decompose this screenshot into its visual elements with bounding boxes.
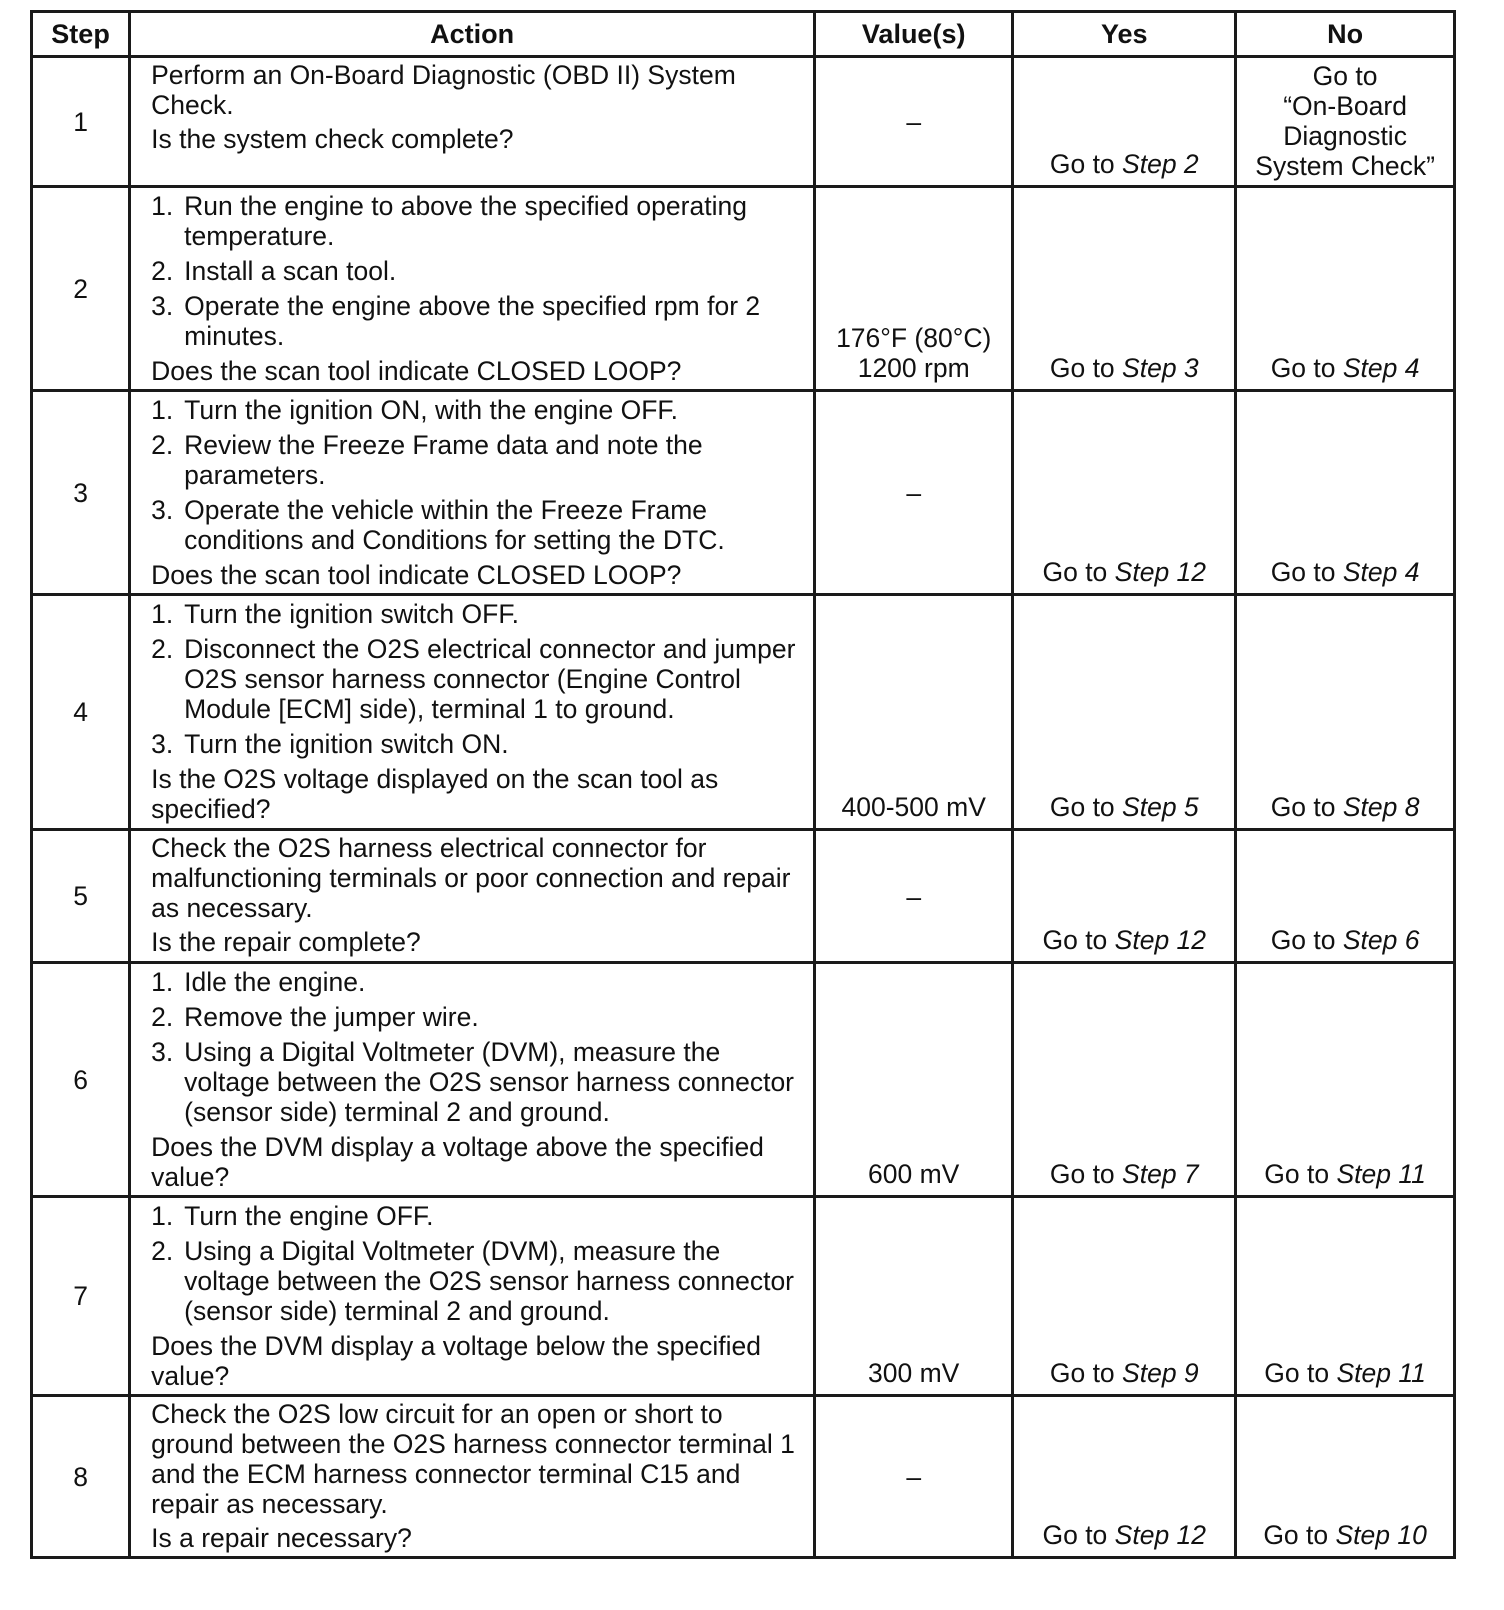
action-step-text: Install a scan tool.	[184, 256, 397, 286]
action-cell	[130, 1197, 815, 1396]
no-cell	[1236, 57, 1455, 187]
action-step-number: 1.	[151, 395, 174, 425]
action-step-number: 2.	[151, 634, 174, 664]
step-number: 7	[32, 1197, 130, 1396]
action-steps-list	[151, 967, 799, 1127]
yes-goto-prefix: Go to	[1049, 149, 1123, 179]
yes-cell	[1013, 57, 1236, 187]
no-goto-line[interactable]: “On-Board	[1283, 91, 1407, 121]
action-step-item	[151, 395, 799, 425]
action-cell	[130, 1396, 815, 1558]
action-step-number: 2.	[151, 430, 174, 460]
no-goto-prefix: Go to	[1270, 925, 1343, 955]
yes-goto-link[interactable]	[1050, 149, 1199, 179]
value-cell	[815, 57, 1013, 187]
action-step-text: Review the Freeze Frame data and note the parameters.	[184, 430, 703, 490]
value-text: 400-500 mV	[841, 792, 986, 822]
value-cell	[815, 1396, 1013, 1558]
value-text: 300 mV	[868, 1358, 960, 1388]
action-cell	[130, 57, 815, 187]
yes-goto-step: Step 12	[1114, 1520, 1207, 1550]
no-goto-link[interactable]	[1271, 925, 1420, 955]
no-cell	[1236, 830, 1455, 963]
action-step-item	[151, 1201, 799, 1231]
action-question: Does the scan tool indicate CLOSED LOOP?	[151, 560, 682, 590]
value-cell	[815, 187, 1013, 391]
yes-goto-step: Step 5	[1122, 792, 1199, 822]
action-step-item	[151, 599, 799, 629]
action-step-number: 2.	[151, 1002, 174, 1032]
no-goto-link[interactable]	[1271, 353, 1420, 383]
value-text: 600 mV	[868, 1159, 960, 1189]
yes-goto-prefix: Go to	[1049, 353, 1123, 383]
step-number: 5	[32, 830, 130, 963]
action-question: Does the DVM display a voltage below the specified value?	[151, 1331, 761, 1391]
no-goto-step: Step 8	[1342, 792, 1420, 822]
action-lead-text: Check the O2S harness electrical connector for malfunctioning terminals or poor connection and repair as necessary.	[151, 833, 791, 923]
action-step-number: 2.	[151, 1236, 174, 1266]
action-step-item	[151, 256, 799, 286]
table-row	[32, 57, 1455, 187]
action-step-item	[151, 729, 799, 759]
action-lead-text: Check the O2S low circuit for an open or short to ground between the O2S harness connector terminal 1 and the ECM harness connector terminal C15 and repair as necessary.	[151, 1399, 795, 1519]
yes-cell	[1013, 830, 1236, 963]
table-row	[32, 830, 1455, 963]
action-question: Does the DVM display a voltage above the specified value?	[151, 1132, 764, 1192]
action-step-text: Turn the engine OFF.	[184, 1201, 434, 1231]
value-text: –	[906, 1462, 922, 1492]
no-goto-step: Step 11	[1336, 1358, 1426, 1388]
yes-goto-link[interactable]	[1042, 1520, 1206, 1550]
action-question: Is the system check complete?	[151, 124, 514, 154]
yes-goto-prefix: Go to	[1042, 925, 1115, 955]
yes-goto-step: Step 12	[1114, 557, 1207, 587]
yes-goto-step: Step 7	[1122, 1159, 1199, 1189]
action-question: Does the scan tool indicate CLOSED LOOP?	[151, 356, 682, 386]
value-text: 176°F (80°C)	[836, 323, 992, 353]
no-goto-prefix: Go to	[1263, 1520, 1336, 1550]
diagnostic-table	[30, 10, 1456, 1559]
no-goto-step: Step 11	[1336, 1159, 1426, 1189]
yes-cell	[1013, 595, 1236, 830]
header-no: No	[1236, 12, 1455, 57]
action-step-item	[151, 967, 799, 997]
yes-goto-link[interactable]	[1050, 353, 1199, 383]
step-number: 4	[32, 595, 130, 830]
action-step-item	[151, 291, 799, 351]
yes-cell	[1013, 1396, 1236, 1558]
yes-cell	[1013, 187, 1236, 391]
value-cell	[815, 391, 1013, 595]
header-step: Step	[32, 12, 130, 57]
yes-goto-link[interactable]	[1050, 792, 1199, 822]
yes-goto-link[interactable]	[1050, 1358, 1199, 1388]
header-yes: Yes	[1013, 12, 1236, 57]
action-lead-text: Perform an On-Board Diagnostic (OBD II) System Check.	[151, 60, 736, 120]
value-text: –	[906, 107, 922, 137]
action-steps-list	[151, 191, 799, 351]
action-step-item	[151, 634, 799, 724]
no-cell	[1236, 391, 1455, 595]
yes-cell	[1013, 391, 1236, 595]
action-step-item	[151, 191, 799, 251]
no-goto-prefix: Go to	[1264, 1159, 1337, 1189]
action-cell	[130, 830, 815, 963]
table-row	[32, 391, 1455, 595]
yes-goto-prefix: Go to	[1049, 1159, 1123, 1189]
no-cell	[1236, 595, 1455, 830]
no-cell	[1236, 1197, 1455, 1396]
yes-goto-step: Step 9	[1122, 1358, 1199, 1388]
no-goto-link[interactable]	[1263, 1520, 1427, 1550]
table-row	[32, 595, 1455, 830]
yes-cell	[1013, 1197, 1236, 1396]
action-step-number: 3.	[151, 291, 174, 321]
yes-goto-prefix: Go to	[1042, 557, 1115, 587]
header-row	[32, 12, 1455, 57]
no-goto-prefix: Go to	[1270, 557, 1343, 587]
action-step-number: 3.	[151, 495, 174, 525]
action-step-item	[151, 495, 799, 555]
action-step-text: Turn the ignition switch OFF.	[184, 599, 519, 629]
value-text: –	[906, 478, 922, 508]
no-goto-link[interactable]	[1271, 792, 1420, 822]
yes-goto-link[interactable]	[1042, 557, 1206, 587]
action-step-number: 3.	[151, 1037, 174, 1067]
action-question: Is the O2S voltage displayed on the scan tool as specified?	[151, 764, 719, 824]
step-number: 2	[32, 187, 130, 391]
action-steps-list	[151, 395, 799, 555]
action-step-number: 1.	[151, 967, 174, 997]
value-cell	[815, 963, 1013, 1197]
action-step-text: Idle the engine.	[184, 967, 366, 997]
action-step-text: Disconnect the O2S electrical connector and jumper O2S sensor harness connector (Engine Control Module [ECM] side), terminal 1 to ground.	[184, 634, 796, 724]
action-step-number: 2.	[151, 256, 174, 286]
no-goto-prefix: Go to	[1270, 792, 1343, 822]
value-cell	[815, 1197, 1013, 1396]
yes-goto-step: Step 12	[1114, 925, 1207, 955]
no-goto-step: Step 10	[1335, 1520, 1427, 1550]
action-step-text: Using a Digital Voltmeter (DVM), measure the voltage between the O2S sensor harness connector (sensor side) terminal 2 and ground.	[184, 1236, 795, 1326]
action-question: Is a repair necessary?	[151, 1523, 412, 1553]
action-cell	[130, 963, 815, 1197]
action-cell	[130, 391, 815, 595]
no-goto-line[interactable]: Diagnostic	[1283, 121, 1407, 151]
action-step-number: 1.	[151, 191, 174, 221]
action-step-text: Using a Digital Voltmeter (DVM), measure the voltage between the O2S sensor harness connector (sensor side) terminal 2 and ground.	[184, 1037, 795, 1127]
table-row	[32, 1197, 1455, 1396]
yes-goto-step: Step 3	[1122, 353, 1199, 383]
header-values: Value(s)	[815, 12, 1013, 57]
action-step-text: Turn the ignition ON, with the engine OFF.	[184, 395, 679, 425]
action-step-number: 1.	[151, 599, 174, 629]
no-goto-link[interactable]	[1264, 1358, 1426, 1388]
action-step-number: 1.	[151, 1201, 174, 1231]
step-number: 6	[32, 963, 130, 1197]
no-goto-prefix: Go to	[1270, 353, 1343, 383]
no-cell	[1236, 963, 1455, 1197]
yes-goto-prefix: Go to	[1049, 792, 1123, 822]
action-steps-list	[151, 1201, 799, 1326]
value-cell	[815, 595, 1013, 830]
yes-goto-prefix: Go to	[1049, 1358, 1123, 1388]
no-cell	[1236, 187, 1455, 391]
no-goto-step: Step 6	[1342, 925, 1420, 955]
action-step-item	[151, 430, 799, 490]
action-step-text: Turn the ignition switch ON.	[184, 729, 509, 759]
action-step-item	[151, 1002, 799, 1032]
action-step-text: Operate the vehicle within the Freeze Frame conditions and Conditions for setting the DTC.	[184, 495, 725, 555]
yes-goto-step: Step 2	[1122, 149, 1199, 179]
table-row	[32, 187, 1455, 391]
no-goto-prefix: Go to	[1264, 1358, 1337, 1388]
no-goto-step: Step 4	[1342, 353, 1420, 383]
value-text: 1200 rpm	[857, 353, 970, 383]
action-question: Is the repair complete?	[151, 927, 421, 957]
yes-goto-link[interactable]	[1050, 1159, 1199, 1189]
action-step-text: Operate the engine above the specified rpm for 2 minutes.	[184, 291, 761, 351]
action-step-item	[151, 1037, 799, 1127]
no-goto-link[interactable]	[1271, 557, 1420, 587]
table-row	[32, 963, 1455, 1197]
no-goto-line[interactable]: System Check”	[1255, 151, 1435, 181]
header-action: Action	[130, 12, 815, 57]
action-cell	[130, 187, 815, 391]
value-text: –	[906, 881, 922, 912]
action-step-number: 3.	[151, 729, 174, 759]
no-goto-line[interactable]: Go to	[1312, 61, 1378, 91]
action-steps-list	[151, 599, 799, 759]
action-cell	[130, 595, 815, 830]
no-goto-link[interactable]	[1264, 1159, 1426, 1189]
action-step-item	[151, 1236, 799, 1326]
step-number: 8	[32, 1396, 130, 1558]
action-step-text: Remove the jumper wire.	[184, 1002, 479, 1032]
no-goto-step: Step 4	[1342, 557, 1420, 587]
yes-goto-prefix: Go to	[1042, 1520, 1115, 1550]
yes-cell	[1013, 963, 1236, 1197]
action-step-text: Run the engine to above the specified operating temperature.	[184, 191, 747, 251]
no-cell	[1236, 1396, 1455, 1558]
step-number: 1	[32, 57, 130, 187]
step-number: 3	[32, 391, 130, 595]
yes-goto-link[interactable]	[1042, 925, 1206, 955]
value-cell	[815, 830, 1013, 963]
table-row	[32, 1396, 1455, 1558]
